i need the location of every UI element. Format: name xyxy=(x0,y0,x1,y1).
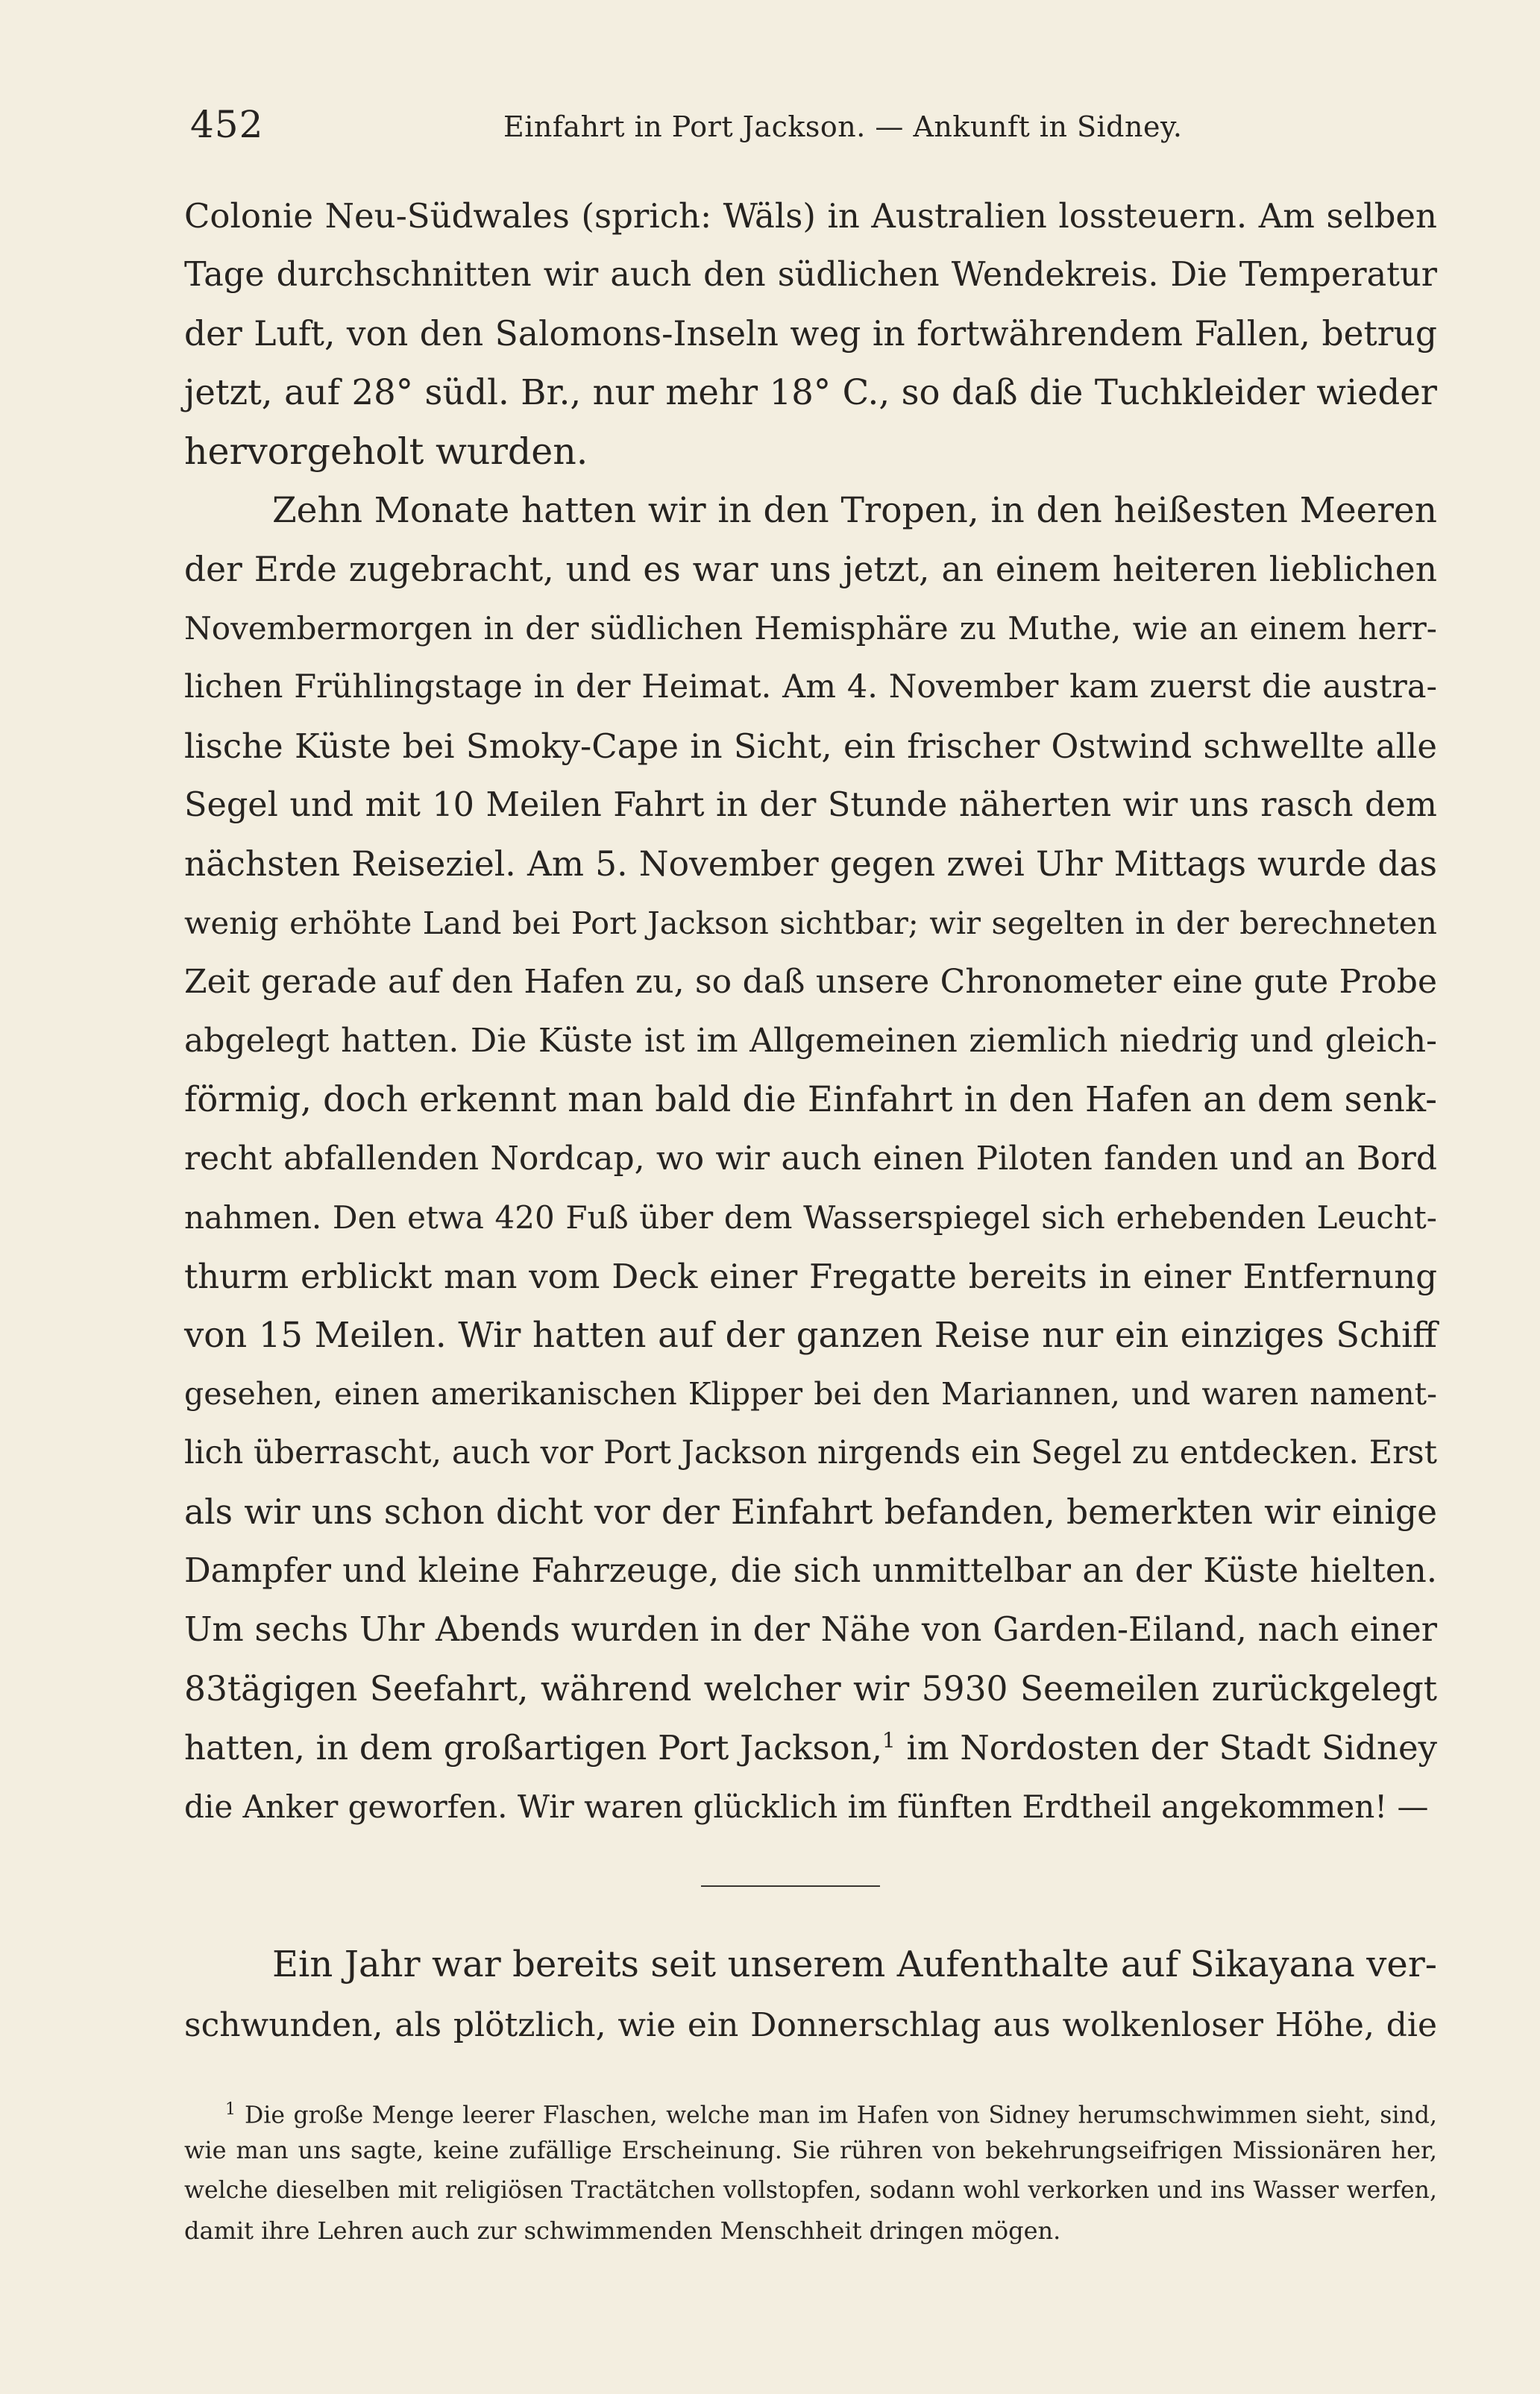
text-line: Ein Jahr war bereits seit unserem Aufenthalte auf Sikayana ver- xyxy=(272,1944,1437,1985)
text-line: Tage durchschnitten wir auch den südlichen Wendekreis. Die Temperatur xyxy=(184,256,1437,294)
footnote-marker: 1 xyxy=(225,2100,236,2119)
text-line: lische Küste bei Smoky-Cape in Sicht, ein frischer Ostwind schwellte alle xyxy=(184,726,1437,766)
text-line: als wir uns schon dicht vor der Einfahrt befanden, bemerkten wir einige xyxy=(184,1492,1437,1532)
text-line: jetzt, auf 28° südl. Br., nur mehr 18° C., so daß die Tuchkleider wieder xyxy=(184,372,1437,412)
page-number: 452 xyxy=(190,103,264,146)
text-line: die Anker geworfen. Wir waren glücklich im fünften Erdtheil angekommen! — xyxy=(184,1788,1429,1825)
text-line: wenig erhöhte Land bei Port Jackson sichtbar; wir segelten in der berechneten xyxy=(184,905,1437,941)
text-segment: hatten, in dem großartigen Port Jackson, xyxy=(184,1728,882,1768)
text-line: thurm erblickt man vom Deck einer Fregatte bereits in einer Entfernung xyxy=(184,1257,1437,1296)
footnote-line: welche dieselben mit religiösen Tractätchen vollstopfen, sodann wohl verkorken und ins Wasser werfen, xyxy=(184,2177,1437,2204)
main-text xyxy=(184,186,1437,1836)
text-line: schwunden, als plötzlich, wie ein Donnerschlag aus wolkenloser Höhe, die xyxy=(184,2006,1437,2044)
page-header xyxy=(190,103,1443,163)
text-line: Segel und mit 10 Meilen Fahrt in der Stunde näherten wir uns rasch dem xyxy=(184,786,1437,824)
text-line: der Luft, von den Salomons-Inseln weg in fortwährendem Fallen, betrug xyxy=(184,314,1437,354)
text-line: Colonie Neu-Südwales (sprich: Wäls) in Australien lossteuern. Am selben xyxy=(184,196,1437,236)
text-line: Zehn Monate hatten wir in den Tropen, in den heißesten Meeren xyxy=(272,490,1437,531)
text-line: Dampfer und kleine Fahrzeuge, die sich unmittelbar an der Küste hielten. xyxy=(184,1552,1437,1590)
text-line: lich überrascht, auch vor Port Jackson nirgends ein Segel zu entdecken. Erst xyxy=(184,1434,1438,1471)
text-line: nächsten Reiseziel. Am 5. November gegen zwei Uhr Mittags wurde das xyxy=(184,844,1437,884)
text-line: Novembermorgen in der südlichen Hemisphäre zu Muthe, wie an einem herr- xyxy=(184,610,1437,647)
text-line: von 15 Meilen. Wir hatten auf der ganzen Reise nur ein einziges Schiff xyxy=(184,1315,1437,1355)
text-line: Zeit gerade auf den Hafen zu, so daß unsere Chronometer eine gute Probe xyxy=(184,963,1437,1001)
text-line: 83tägigen Seefahrt, während welcher wir 5930 Seemeilen zurückgelegt xyxy=(184,1669,1437,1709)
footnote-reference: 1 xyxy=(881,1728,896,1753)
footnote-line: damit ihre Lehren auch zur schwimmenden Menschheit dringen mögen. xyxy=(184,2217,1061,2245)
text-line: der Erde zugebracht, und es war uns jetzt, an einem heiteren lieblichen xyxy=(184,550,1437,589)
text-line: gesehen, einen amerikanischen Klipper bei den Mariannen, und waren nament- xyxy=(184,1376,1437,1412)
text-line: lichen Frühlingstage in der Heimat. Am 4. November kam zuerst die austra- xyxy=(184,668,1437,706)
text-line: förmig, doch erkennt man bald die Einfahrt in den Hafen an dem senk- xyxy=(184,1079,1437,1119)
text-line: Um sechs Uhr Abends wurden in der Nähe von Garden-Eiland, nach einer xyxy=(184,1611,1437,1649)
text-segment: im Nordosten der Stadt Sidney xyxy=(895,1728,1437,1768)
next-section-text xyxy=(184,1935,1437,2055)
footnote-line: wie man uns sagte, keine zufällige Erscheinung. Sie rühren von bekehrungseifrigen Missionären her, xyxy=(184,2136,1437,2164)
footnote-line xyxy=(184,2090,1437,2130)
text-line: abgelegt hatten. Die Küste ist im Allgemeinen ziemlich niedrig und gleich- xyxy=(184,1022,1437,1060)
running-title: Einfahrt in Port Jackson. — Ankunft in Sidney. xyxy=(503,110,1183,143)
section-divider xyxy=(701,1885,880,1887)
text-line: hervorgeholt wurden. xyxy=(184,430,588,473)
text-line: nahmen. Den etwa 420 Fuß über dem Wasserspiegel sich erhebenden Leucht- xyxy=(184,1199,1437,1236)
text-line: recht abfallenden Nordcap, wo wir auch einen Piloten fanden und an Bord xyxy=(184,1140,1437,1178)
text-line-with-footnote xyxy=(184,1718,1437,1777)
footnote xyxy=(184,2090,1437,2251)
footnote-text: Die große Menge leerer Flaschen, welche man im Hafen von Sidney herumschwimmen sieht, sind, xyxy=(245,2102,1437,2129)
